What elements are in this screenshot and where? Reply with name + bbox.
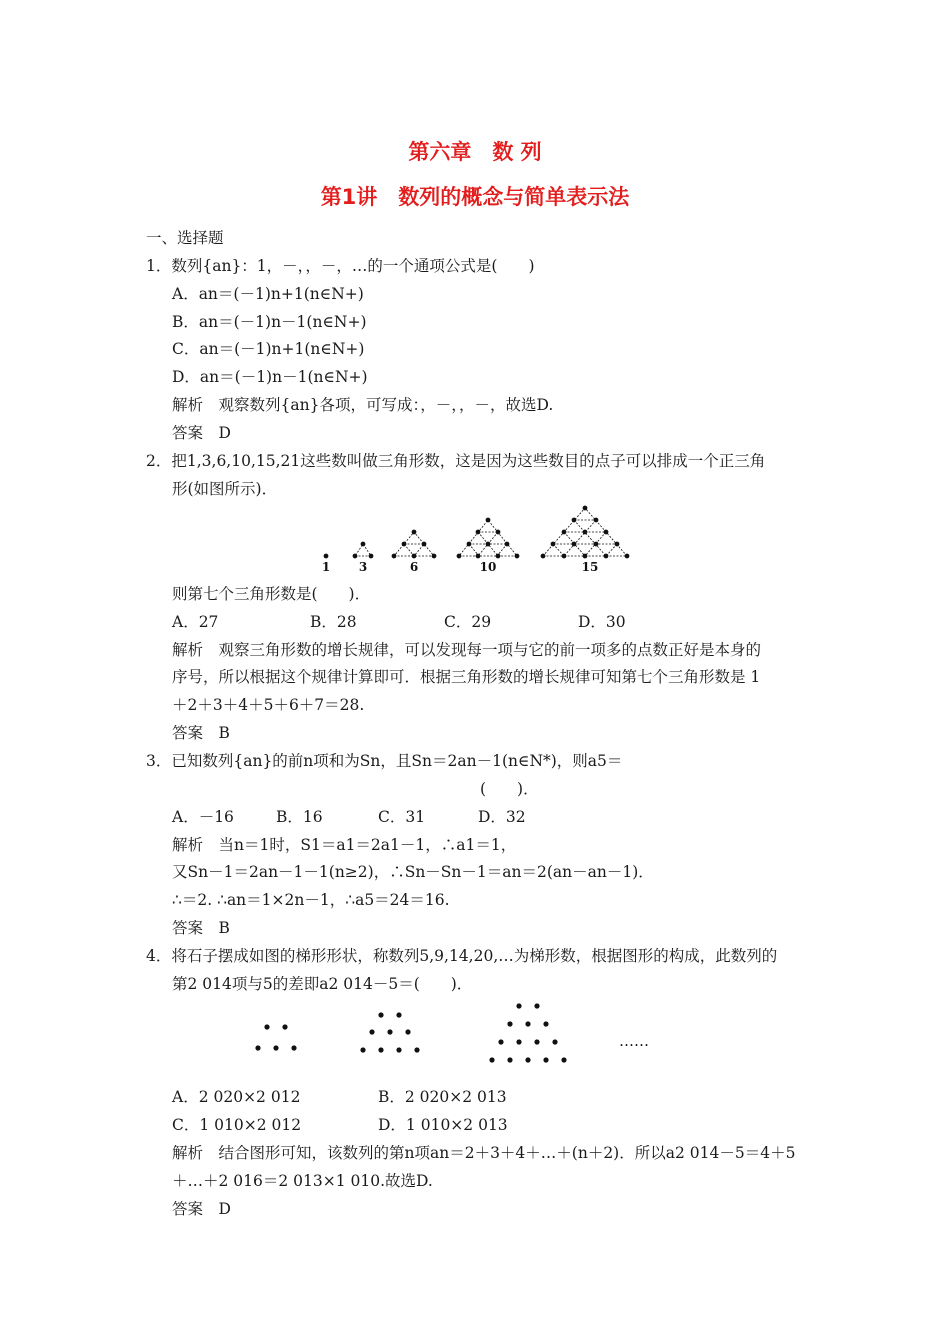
- trapezoid-numbers-figure: [245, 998, 685, 1076]
- figure-label-3: 3: [358, 560, 368, 574]
- q3-analysis-line1: 解析 当n＝1时，S1＝a1＝2a1－1，∴a1＝1，: [172, 836, 517, 854]
- q4-option-a: A．2 020×2 012: [172, 1088, 301, 1106]
- q2-stem-line2: 形(如图所示)．: [172, 480, 278, 498]
- q3-answer-paren: ( )．: [480, 780, 539, 798]
- q2-answer: 答案 B: [172, 724, 230, 742]
- section-heading: 一、选择题: [146, 229, 224, 247]
- q4-stem-line1: 4．将石子摆成如图的梯形形状，称数列5,9,14,20,…为梯形数，根据图形的构成，此数列的: [146, 947, 778, 965]
- figure-ellipsis: ……: [619, 1032, 649, 1050]
- q2-analysis-line1: 解析 观察三角形数的增长规律，可以发现每一项与它的前一项多的点数正好是本身的: [172, 641, 762, 659]
- q4-option-d: D．1 010×2 013: [378, 1116, 508, 1134]
- figure-label-6: 6: [409, 560, 419, 574]
- q3-answer: 答案 B: [172, 919, 230, 937]
- q4-answer: 答案 D: [172, 1200, 231, 1218]
- chapter-title: 第六章 数 列: [408, 140, 542, 164]
- figure-label-1: 1: [321, 560, 331, 574]
- q3-analysis-line2: 又Sn－1＝2an－1－1(n≥2)，∴Sn－Sn－1＝an＝2(an－an－1)．: [172, 863, 654, 881]
- q3-option-c: C．31: [378, 808, 426, 826]
- q1-stem: 1．数列{an}：1，－，，－，…的一个通项公式是( ): [146, 257, 535, 275]
- q4-option-b: B．2 020×2 013: [378, 1088, 507, 1106]
- q1-analysis: 解析 观察数列{an}各项，可写成：，－，，－，故选D.: [172, 396, 554, 414]
- q1-option-c: C．an＝(－1)n+1(n∈N+): [172, 340, 365, 358]
- lesson-title: 第1讲 数列的概念与简单表示法: [320, 185, 630, 209]
- q1-answer: 答案 D: [172, 424, 231, 442]
- q2-analysis-line3: ＋2＋3＋4＋5＋6＋7＝28.: [172, 696, 365, 714]
- q1-option-d: D．an＝(－1)n－1(n∈N+): [172, 368, 368, 386]
- q3-option-b: B．16: [276, 808, 323, 826]
- q1-option-b: B．an＝(－1)n－1(n∈N+): [172, 313, 367, 331]
- q3-stem: 3．已知数列{an}的前n项和为Sn，且Sn＝2an－1(n∈N*)，则a5＝: [146, 752, 623, 770]
- q2-analysis-line2: 序号，所以根据这个规律计算即可．根据三角形数的增长规律可知第七个三角形数是 1: [172, 668, 761, 686]
- q4-analysis-line1: 解析 结合图形可知，该数列的第n项an＝2＋3＋4＋…＋(n＋2)．所以a2 014－5＝4＋5: [172, 1144, 796, 1162]
- q4-analysis-line2: ＋…＋2 016＝2 013×1 010.故选D.: [172, 1172, 433, 1190]
- q2-stem-line1: 2．把1,3,6,10,15,21这些数叫做三角形数，这是因为这些数目的点子可以排成一个正三角: [146, 452, 766, 470]
- q2-option-c: C．29: [444, 613, 492, 631]
- figure-label-15: 15: [581, 560, 599, 574]
- figure-label-10: 10: [479, 560, 497, 574]
- triangular-numbers-figure: [310, 505, 640, 575]
- q4-stem-line2: 第2 014项与5的差即a2 014－5＝( )．: [172, 975, 473, 993]
- q3-option-d: D．32: [478, 808, 526, 826]
- q2-option-a: A．27: [172, 613, 219, 631]
- q2-option-b: B．28: [310, 613, 357, 631]
- q3-option-a: A．－16: [172, 808, 234, 826]
- q3-analysis-line3: ∴＝2. ∴an＝1×2n－1，∴a5＝24＝16.: [172, 891, 450, 909]
- q1-option-a: A．an＝(－1)n+1(n∈N+): [172, 285, 364, 303]
- q2-option-d: D．30: [578, 613, 626, 631]
- q2-question: 则第七个三角形数是( )．: [172, 585, 371, 603]
- q4-option-c: C．1 010×2 012: [172, 1116, 302, 1134]
